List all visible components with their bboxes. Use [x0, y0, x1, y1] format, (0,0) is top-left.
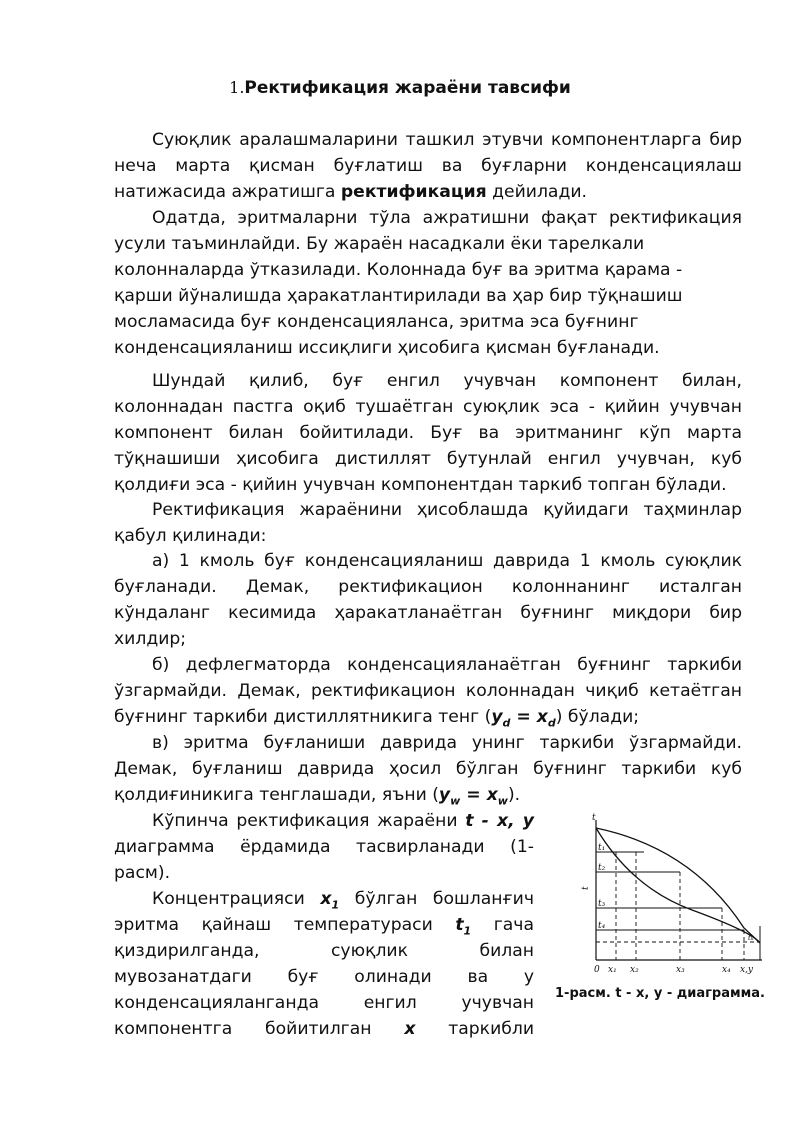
- text-span: ) бўлади;: [555, 707, 640, 727]
- paragraph-line: в) эритма буғланиши даврида унинг таркиби ўзгармайди.: [152, 733, 742, 753]
- formula-yw: $y_w = x_w$: [438, 785, 508, 808]
- tick-label-xy: x,y: [740, 965, 754, 975]
- text-span: буғнинг таркиби дистиллятникига тенг (: [114, 707, 492, 727]
- text-span: Концентрацияси: [152, 889, 321, 909]
- paragraph-line: конденсацияланганда енгил учувчан: [114, 993, 534, 1013]
- paragraph-line: диаграмма ёрдамида тасвирланади (1-: [114, 837, 534, 857]
- tick-label-x1: x₁: [608, 965, 617, 975]
- vapor-curve: [596, 828, 760, 943]
- paragraph-line: қолдиғи эса - қийин учувчан компонентдан таркиб топган бўлади.: [114, 475, 727, 495]
- paragraph-line: усули таъминлайди. Бу жараён насадкали ёки тарелкали: [114, 234, 645, 254]
- tick-label-tk: t: [581, 886, 591, 890]
- txy-diagram: [572, 808, 772, 990]
- tick-label-t4: t₄: [598, 921, 606, 931]
- paragraph-line: а) 1 кмоль буғ конденсацияланиш даврида 1 кмоль суюқлик: [152, 551, 742, 571]
- paragraph-line: қиздирилганда, суюқлик билан: [114, 941, 534, 961]
- paragraph-line: Демак, буғланиш даврида ҳосил бўлган буғнинг таркиби куб: [114, 759, 742, 779]
- tick-label-tw: tₖ: [748, 934, 754, 942]
- tick-label-x2: x₂: [630, 965, 639, 975]
- paragraph-line: қарши йўналишда ҳаракатлантирилади ва ҳар бир тўқнашиш: [114, 286, 683, 306]
- paragraph-line: б) дефлегматорда конденсацияланаётган буғнинг таркиби: [152, 655, 742, 675]
- paragraph-line: мосламасида буғ конденсацияланса, эритма эса буғнинг: [114, 312, 639, 332]
- text-span: компонентга бойитилган: [114, 1019, 405, 1039]
- paragraph-line: буғланади. Демак, ректификацион колоннанинг исталган: [114, 577, 742, 597]
- liquid-curve: [596, 828, 760, 943]
- section-title: Ректификация жараёни тавсифи: [244, 78, 571, 98]
- paragraph-line: мувозанатдаги буғ олинади ва у: [114, 967, 534, 987]
- tick-label-x4: x₄: [722, 965, 731, 975]
- paragraph-line: конденсацияланиш иссиқлиги ҳисобига қисман буғланади.: [114, 338, 660, 358]
- text-span: эритма қайнаш температураси: [114, 915, 456, 935]
- text-span: қолдиғиникига тенглашади, яъни (: [114, 785, 439, 805]
- formula-x1: $x_1$: [320, 889, 340, 912]
- text-span: натижасида ажратишга: [114, 182, 341, 202]
- figure-caption: 1-расм. t - x, y - диаграмма.: [555, 986, 765, 1001]
- formula-yd: $y_d = x_d$: [491, 707, 556, 730]
- tick-label-origin: 0: [594, 965, 600, 975]
- paragraph-line: компонент билан бойитилади. Буғ ва эритманинг кўп марта: [114, 423, 742, 443]
- paragraph-line: хилдир;: [114, 629, 187, 649]
- paragraph-line: [152, 810, 534, 832]
- tick-label-t3: t₃: [598, 899, 606, 909]
- text-span: таркибли: [415, 1019, 534, 1039]
- text-span: бўлган бошланғич: [339, 889, 534, 909]
- paragraph-line: Ректификация жараёнини ҳисоблашда қуйидаги таҳминлар: [152, 500, 742, 520]
- text-span: ).: [507, 785, 521, 805]
- paragraph-line: [114, 706, 639, 728]
- paragraph-line: колоннадан пастга оқиб тушаётган суюқлик эса - қийин учувчан: [114, 397, 742, 417]
- section-number: 1.: [229, 78, 245, 97]
- text-span: Кўпинча ректификация жараёни: [152, 811, 466, 831]
- paragraph-line: [114, 914, 534, 936]
- axis-label-t: t: [592, 813, 596, 823]
- paragraph-line: Шундай қилиб, буғ енгил учувчан компонент билан,: [152, 371, 742, 391]
- paragraph-line: [114, 1018, 534, 1040]
- page-title: [0, 78, 800, 98]
- term-bold: ректификация: [340, 182, 487, 202]
- formula-txy: t - x, y: [465, 811, 535, 831]
- formula-x: x: [404, 1019, 416, 1039]
- paragraph-line: [152, 888, 534, 910]
- text-span: дейилади.: [486, 182, 587, 202]
- formula-t1: $t_1$: [455, 915, 472, 938]
- paragraph-line: тўқнашиши ҳисобига дистиллят бутунлай енгил учувчан, куб: [114, 449, 742, 469]
- paragraph-line: кўндаланг кесимида ҳаракатланаётган буғнинг миқдори бир: [114, 603, 742, 623]
- text-span: гача: [471, 915, 534, 935]
- tick-label-t1: t₁: [598, 843, 606, 853]
- paragraph-line: [114, 784, 520, 806]
- paragraph-line: қабул қилинади:: [114, 526, 267, 546]
- tick-label-t2: t₂: [598, 863, 606, 873]
- paragraph-line: неча марта қисман буғлатиш ва буғларни конденсациялаш: [114, 156, 742, 176]
- tick-label-x3: x₃: [676, 965, 685, 975]
- paragraph-line: колонналарда ўтказилади. Колоннада буғ ва эритма қарама -: [114, 260, 683, 280]
- paragraph-line: Одатда, эритмаларни тўла ажратишни фақат ректификация: [152, 208, 742, 228]
- paragraph-line: [114, 181, 587, 203]
- paragraph-line: ўзгармайди. Демак, ректификацион колоннадан чиқиб кетаётган: [114, 681, 742, 701]
- paragraph-line: расм).: [114, 863, 171, 883]
- paragraph-line: Суюқлик аралашмаларини ташкил этувчи компонентларга бир: [152, 130, 742, 150]
